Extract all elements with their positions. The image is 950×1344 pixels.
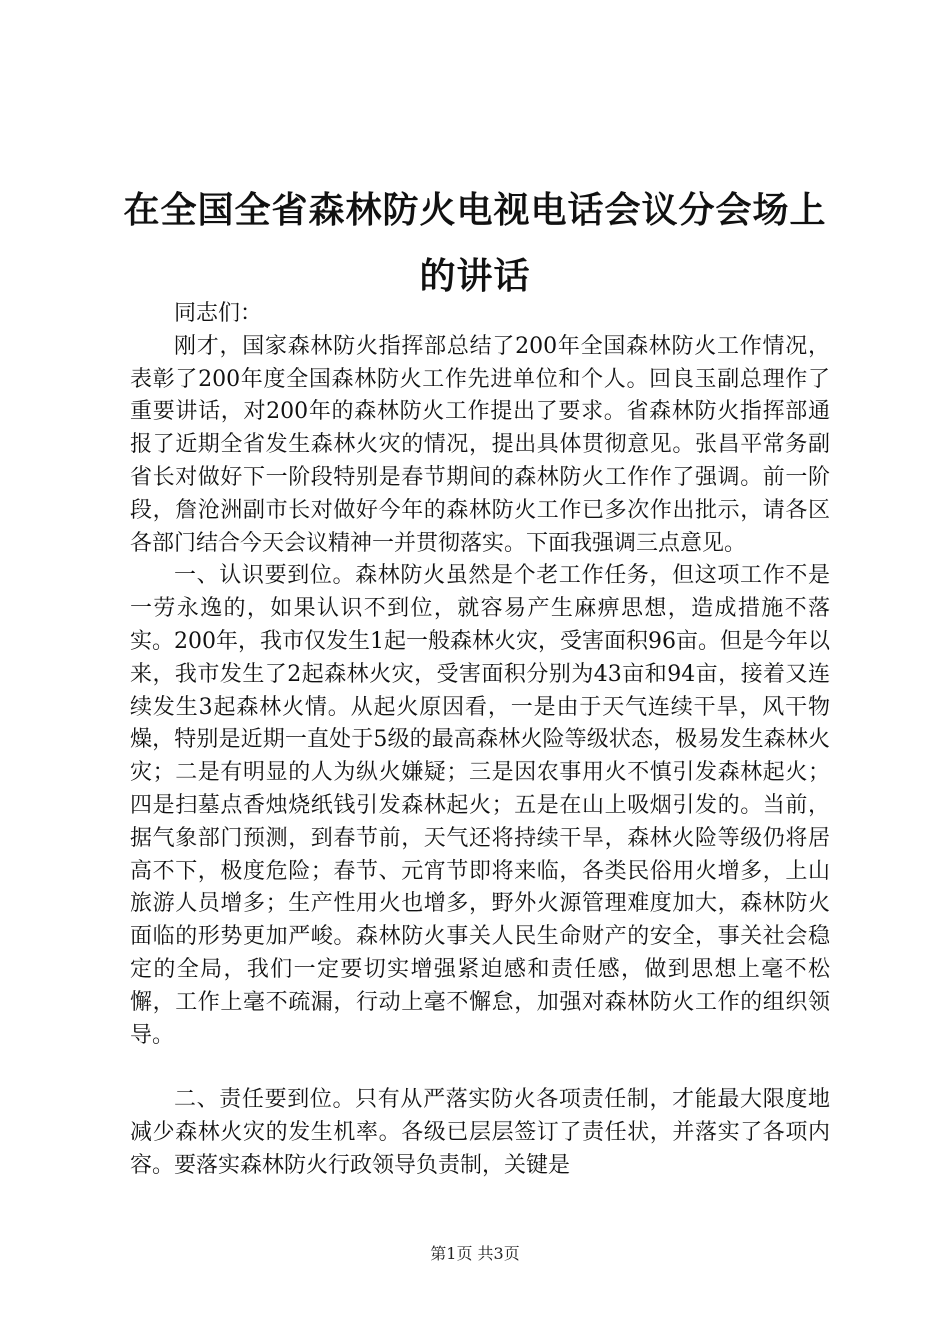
greeting-paragraph: 同志们：: [174, 301, 263, 326]
intro-paragraph: 刚才，国家森林防火指挥部总结了200年全国森林防火工作情况，表彰了200年度全国森林防火工作先进单位和个人。回良玉副总理作了重要讲话，对200年的森林防火工作提出了要求。省森林防火指挥部通报了近期全省发生森林火灾的情况，提出具体贯彻意见。张昌平常务副省长对做好下一阶段特别是春节期间的森林防火工作作了强调。前一阶段，詹沧洲副市长对做好今年的森林防火工作已多次作出批示，请各区各部门结合今天会议精神一并贯彻落实。下面我强调三点意见。: [130, 333, 830, 556]
point-one-paragraph: 一、认识要到位。森林防火虽然是个老工作任务，但这项工作不是一劳永逸的，如果认识不到位，就容易产生麻痹思想，造成措施不落实。200年，我市仅发生1起一般森林火灾，受害面积96亩。但是今年以来，我市发生了2起森林火灾，受害面积分别为43亩和94亩，接着又连续发生3起森林火情。从起火原因看，一是由于天气连续干旱，风干物燥，特别是近期一直处于5级的最高森林火险等级状态，极易发生森林火灾；二是有明显的人为纵火嫌疑；三是因农事用火不慎引发森林起火；四是扫墓点香烛烧纸钱引发森林起火；五是在山上吸烟引发的。当前，据气象部门预测，到春节前，天气还将持续干旱，森林火险等级仍将居高不下，极度危险；春节、元宵节即将来临，各类民俗用火增多，上山旅游人员增多；生产性用火也增多，野外火源管理难度加大，森林防火面临的形势更加严峻。森林防火事关人民生命财产的安全，事关社会稳定的全局，我们一定要切实增强紧迫感和责任感，做到思想上毫不松懈，工作上毫不疏漏，行动上毫不懈怠，加强对森林防火工作的组织领导。: [130, 563, 830, 1048]
document-body: [130, 298, 830, 1183]
point-two-paragraph: 二、责任要到位。只有从严落实防火各项责任制，才能最大限度地减少森林火灾的发生机率。各级已层层签订了责任状，并落实了各项内容。要落实森林防火行政领导负责制，关键是: [130, 1087, 830, 1178]
document-title: 在全国全省森林防火电视电话会议分会场上的讲话: [123, 190, 827, 297]
page-number-footer: 第1页 共3页: [430, 1244, 520, 1263]
